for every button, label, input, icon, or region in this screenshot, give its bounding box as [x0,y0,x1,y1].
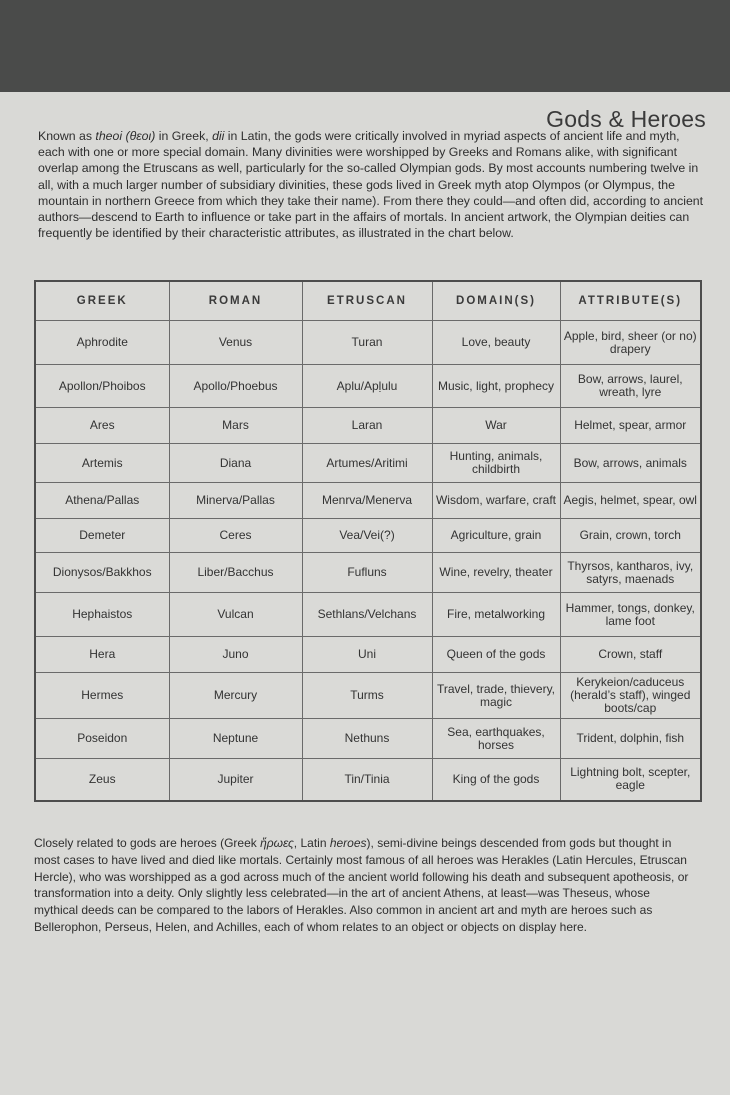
cell-etruscan: Turms [302,673,432,719]
table-row [35,444,701,483]
cell-domain: Queen of the gods [432,637,560,673]
cell-greek: Athena/Pallas [35,483,169,519]
cell-greek: Poseidon [35,719,169,759]
table-row [35,519,701,553]
cell-roman: Jupiter [169,759,302,801]
cell-greek: Aphrodite [35,321,169,365]
cell-roman: Neptune [169,719,302,759]
cell-greek: Demeter [35,519,169,553]
cell-greek: Hephaistos [35,593,169,637]
cell-domain: Sea, earthquakes, horses [432,719,560,759]
cell-etruscan: Nethuns [302,719,432,759]
cell-greek: Hera [35,637,169,673]
cell-etruscan: Turan [302,321,432,365]
cell-domain: Wine, revelry, theater [432,553,560,593]
cell-etruscan: Artumes/Aritimi [302,444,432,483]
cell-domain: Travel, trade, thievery, magic [432,673,560,719]
table-row [35,408,701,444]
intro-text-2: in Greek, [155,129,213,143]
cell-etruscan: Uni [302,637,432,673]
header-attributes: ATTRIBUTE(S) [560,281,701,321]
heroes-paragraph [34,835,694,936]
table-row [35,593,701,637]
heroes-text-2: , Latin [293,836,330,850]
table-row [35,759,701,801]
cell-attribute: Crown, staff [560,637,701,673]
cell-roman: Mars [169,408,302,444]
cell-domain: Agriculture, grain [432,519,560,553]
cell-attribute: Kerykeion/caduceus (herald’s staff), winged boots/cap [560,673,701,719]
cell-etruscan: Menrva/Menerva [302,483,432,519]
intro-text-1: Known as [38,129,96,143]
heroes-text-3: ), semi-divine beings descended from gods but thought in most cases to have lived and died like mortals. Certainly most famous of all heroes was Herakles (Latin Hercules, Etruscan Hercle), who was worshipped as a god across much of the ancient world following his death and subsequent apotheosis, or transformation into a deity. Only slightly less celebrated—in the art of ancient Athens, at least—was Theseus, whose mythical deeds can be compared to the labors of Herakles. Also common in ancient art and myth are heroes such as Bellerophon, Perseus, Helen, and Achilles, each of whom relates to an object or objects on display here. [34,836,689,934]
cell-domain: Music, light, prophecy [432,365,560,408]
cell-domain: Wisdom, warfare, craft [432,483,560,519]
cell-roman: Liber/Bacchus [169,553,302,593]
intro-theoi: theoi (θεοι) [95,129,156,143]
cell-roman: Minerva/Pallas [169,483,302,519]
cell-domain: Love, beauty [432,321,560,365]
cell-attribute: Aegis, helmet, spear, owl [560,483,701,519]
cell-attribute: Bow, arrows, animals [560,444,701,483]
cell-attribute: Thyrsos, kantharos, ivy, satyrs, maenads [560,553,701,593]
cell-attribute: Bow, arrows, laurel, wreath, lyre [560,365,701,408]
cell-roman: Diana [169,444,302,483]
heroes-text-1: Closely related to gods are heroes (Greek [34,836,261,850]
header-domains: DOMAIN(S) [432,281,560,321]
cell-etruscan: Fufluns [302,553,432,593]
table-row [35,321,701,365]
cell-roman: Venus [169,321,302,365]
cell-attribute: Grain, crown, torch [560,519,701,553]
table-row [35,637,701,673]
gods-table-container [34,280,700,802]
heroes-latin-word: heroes [329,836,367,850]
intro-dii: dii [212,129,225,143]
cell-domain: King of the gods [432,759,560,801]
cell-etruscan: Laran [302,408,432,444]
cell-roman: Ceres [169,519,302,553]
cell-attribute: Trident, dolphin, fish [560,719,701,759]
cell-greek: Hermes [35,673,169,719]
table-row [35,553,701,593]
table-row [35,365,701,408]
cell-attribute: Helmet, spear, armor [560,408,701,444]
cell-greek: Zeus [35,759,169,801]
header-roman: ROMAN [169,281,302,321]
table-row [35,483,701,519]
cell-greek: Apollon/Phoibos [35,365,169,408]
intro-paragraph [38,128,708,241]
header-greek: GREEK [35,281,169,321]
cell-etruscan: Vea/Vei(?) [302,519,432,553]
cell-etruscan: Tin/Tinia [302,759,432,801]
cell-roman: Vulcan [169,593,302,637]
table-row [35,673,701,719]
cell-attribute: Hammer, tongs, donkey, lame foot [560,593,701,637]
cell-etruscan: Aplu/Apḷulu [302,365,432,408]
cell-roman: Apollo/Phoebus [169,365,302,408]
table-header-row [35,281,701,321]
cell-greek: Ares [35,408,169,444]
cell-greek: Dionysos/Bakkhos [35,553,169,593]
cell-domain: Fire, metalworking [432,593,560,637]
page-title: Gods & Heroes [546,106,706,132]
gods-table [34,280,702,802]
intro-text-3: in Latin, the gods were critically involved in myriad aspects of ancient life and myth, each with one or more special domain. Many divinities were worshipped by Greeks and Romans alike, with significant overlap among the Etruscans as well, particularly for the so-called Olympian gods. By most accounts numbering twelve in all, with a much larger number of subsidiary divinities, these gods lived in Greek myth atop Olympos (or Olympus, the mountain in northern Greece from which they take their name). From there they could—and often did, according to ancient authors—descend to Earth to influence or take part in the affairs of mortals. In ancient artwork, the Olympian deities can frequently be identified by their characteristic attributes, as illustrated in the chart below. [38,129,704,241]
table-body [35,321,701,801]
cell-domain: Hunting, animals, childbirth [432,444,560,483]
cell-domain: War [432,408,560,444]
heroes-greek-word: ἥρωες [260,836,294,850]
cell-attribute: Apple, bird, sheer (or no) drapery [560,321,701,365]
table-row [35,719,701,759]
cell-attribute: Lightning bolt, scepter, eagle [560,759,701,801]
cell-roman: Mercury [169,673,302,719]
cell-roman: Juno [169,637,302,673]
header-etruscan: ETRUSCAN [302,281,432,321]
cell-etruscan: Sethlans/Velchans [302,593,432,637]
cell-greek: Artemis [35,444,169,483]
dark-wall-band [0,0,730,100]
